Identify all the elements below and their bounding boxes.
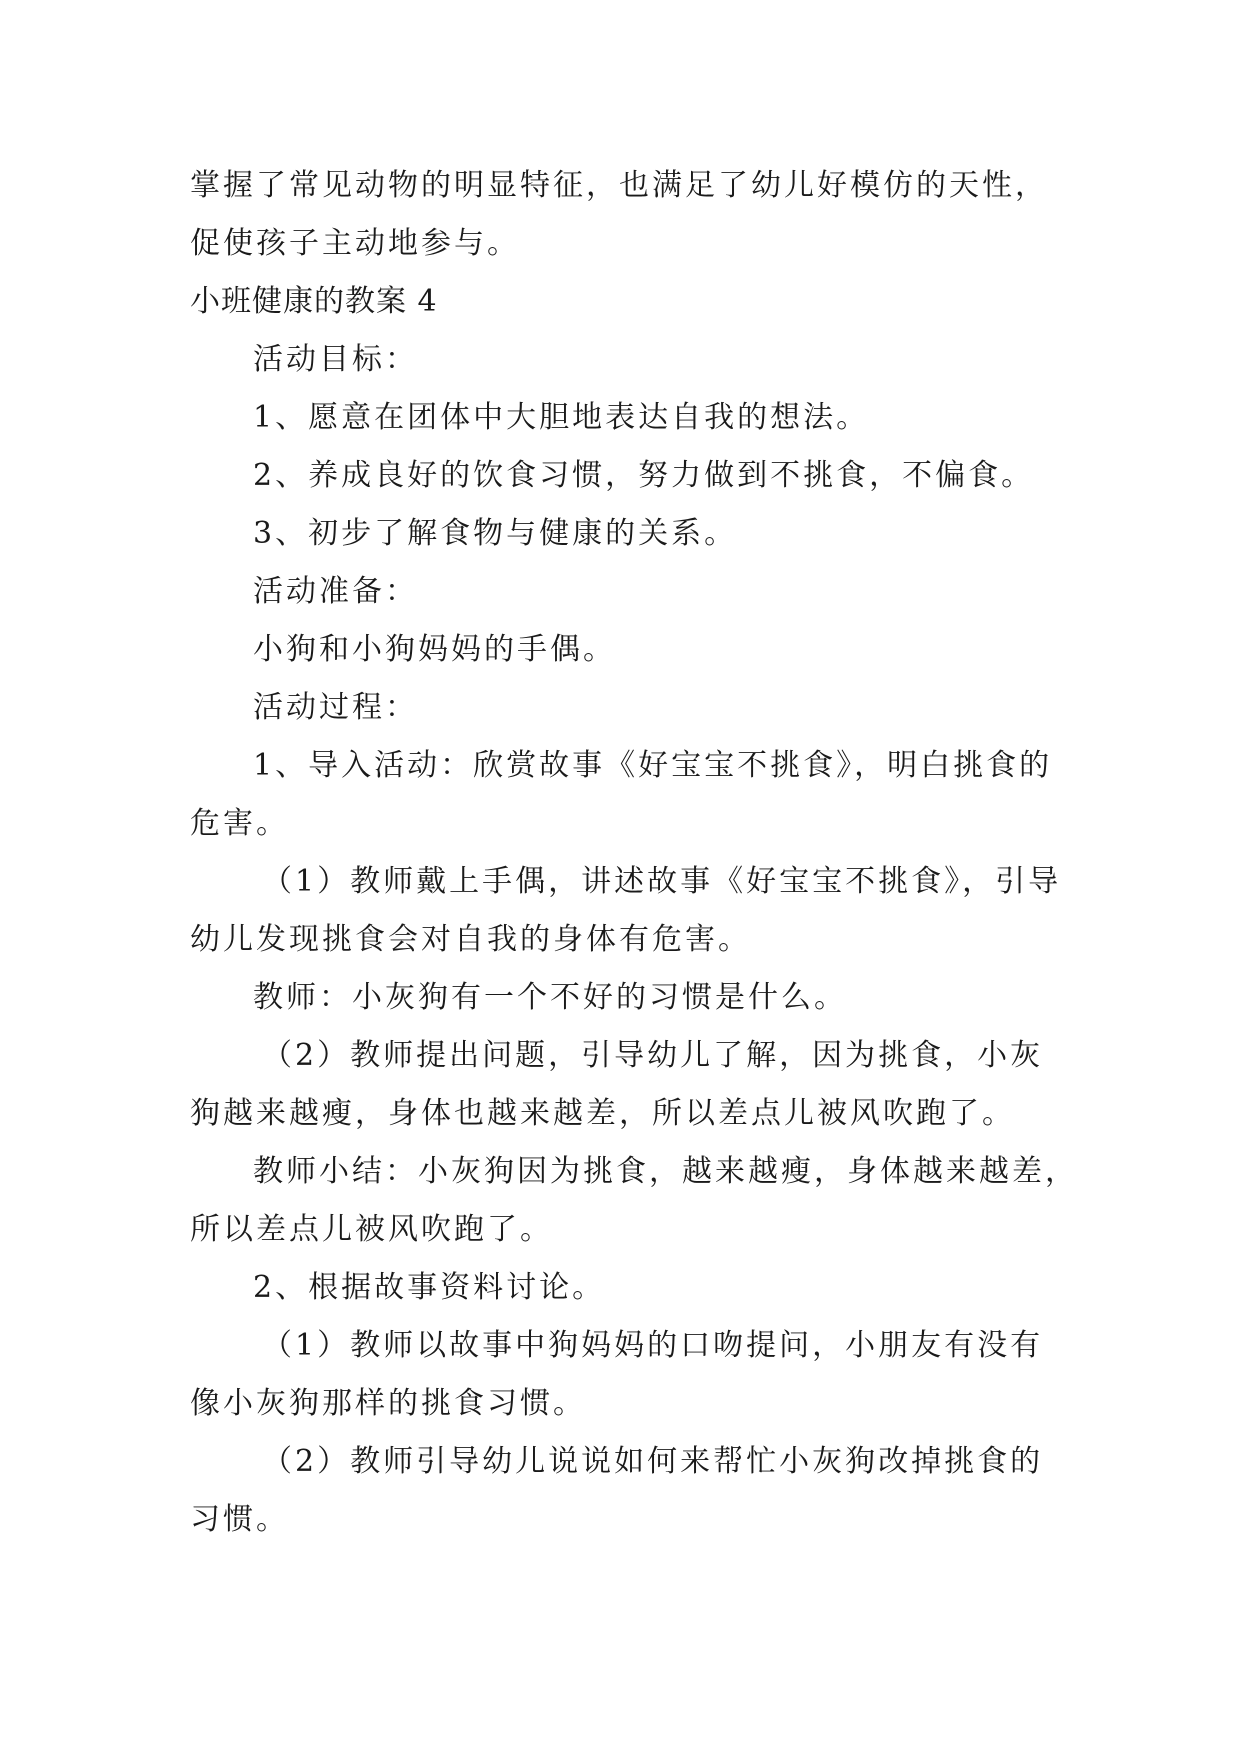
subheading-activity-preparation: 活动准备： [253,574,418,609]
body-text-line: 像小灰狗那样的挑食习惯。 [190,1386,586,1421]
body-text-line: 习惯。 [190,1502,289,1537]
body-text-line: 教师：小灰狗有一个不好的习惯是什么。 [253,980,847,1015]
body-text-line: 教师小结：小灰狗因为挑食，越来越瘦，身体越来越差， [253,1154,1078,1189]
body-text-line: 所以差点儿被风吹跑了。 [190,1212,553,1247]
list-item: 2、养成良好的饮食习惯，努力做到不挑食，不偏食。 [253,458,1035,493]
sub-list-item: （1）教师以故事中狗妈妈的口吻提问，小朋友有没有 [262,1328,1044,1363]
body-text-line: 危害。 [190,806,289,841]
sub-list-item: （2）教师提出问题，引导幼儿了解，因为挑食，小灰 [262,1038,1044,1073]
body-text-line: 促使孩子主动地参与。 [190,226,520,261]
list-item: 2、根据故事资料讨论。 [253,1270,606,1305]
list-item: 3、初步了解食物与健康的关系。 [253,516,738,551]
list-item: 1、导入活动：欣赏故事《好宝宝不挑食》，明白挑食的 [253,748,1053,783]
body-text-line: 幼儿发现挑食会对自我的身体有危害。 [190,922,751,957]
body-text-line: 小狗和小狗妈妈的手偶。 [253,632,616,667]
body-text-line: 掌握了常见动物的明显特征，也满足了幼儿好模仿的天性， [190,168,1048,203]
section-heading: 小班健康的教案 4 [190,284,438,319]
subheading-activity-process: 活动过程： [253,690,418,725]
subheading-activity-goals: 活动目标： [253,342,418,377]
list-item: 1、愿意在团体中大胆地表达自我的想法。 [253,400,870,435]
body-text-line: 狗越来越瘦，身体也越来越差，所以差点儿被风吹跑了。 [190,1096,1015,1131]
sub-list-item: （2）教师引导幼儿说说如何来帮忙小灰狗改掉挑食的 [262,1444,1044,1479]
sub-list-item: （1）教师戴上手偶，讲述故事《好宝宝不挑食》，引导 [262,864,1062,899]
